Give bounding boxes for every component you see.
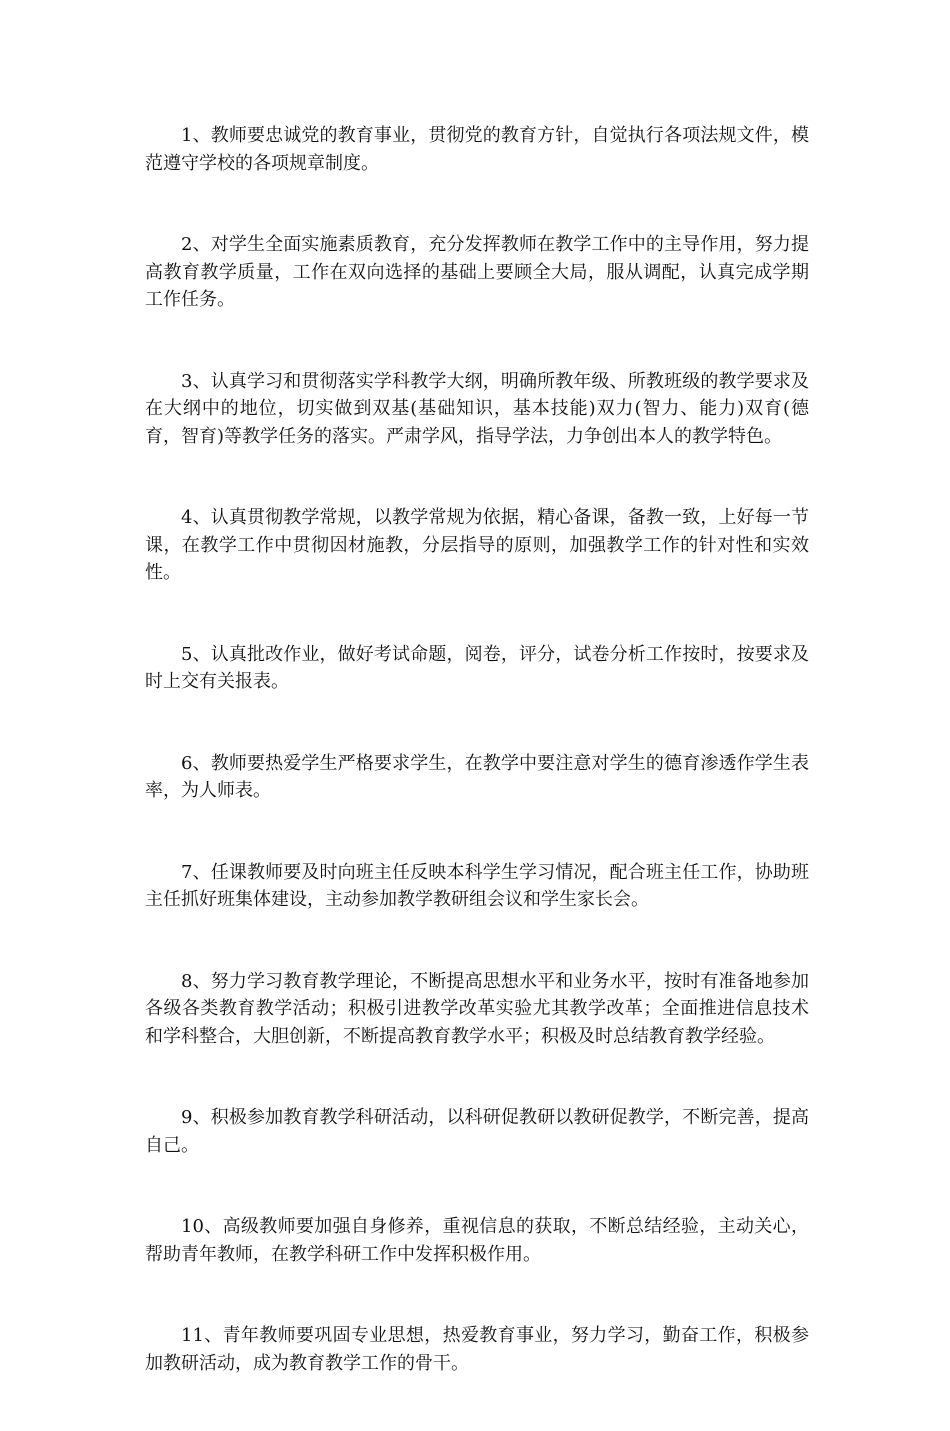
paragraph-9: 9、积极参加教育教学科研活动，以科研促教研以教研促教学，不断完善，提高自己。 bbox=[145, 1107, 809, 1156]
paragraph-4: 4、认真贯彻教学常规，以教学常规为依据，精心备课，备教一致，上好每一节课，在教学工作中贯彻因材施教，分层指导的原则，加强教学工作的针对性和实效性。 bbox=[145, 507, 809, 583]
paragraph-2: 2、对学生全面实施素质教育，充分发挥教师在教学工作中的主导作用，努力提高教育教学质量，工作在双向选择的基础上要顾全大局，服从调配，认真完成学期工作任务。 bbox=[145, 234, 809, 310]
paragraph-6: 6、教师要热爱学生严格要求学生，在教学中要注意对学生的德育渗透作学生表率，为人师表。 bbox=[145, 752, 809, 801]
paragraph-11: 11、青年教师要巩固专业思想，热爱教育事业，努力学习，勤奋工作，积极参加教研活动，成为教育教学工作的骨干。 bbox=[145, 1325, 809, 1374]
paragraph-1: 1、教师要忠诚党的教育事业，贯彻党的教育方针，自觉执行各项法规文件，模范遵守学校的各项规章制度。 bbox=[145, 125, 809, 174]
paragraph-5: 5、认真批改作业，做好考试命题，阅卷，评分，试卷分析工作按时，按要求及时上交有关报表。 bbox=[145, 643, 809, 692]
document-body bbox=[145, 122, 809, 1431]
paragraph-8: 8、努力学习教育教学理论，不断提高思想水平和业务水平，按时有准备地参加各级各类教育教学活动；积极引进教学改革实验尤其教学改革；全面推进信息技术和学科整合，大胆创新，不断提高教育教学水平；积极及时总结教育教学经验。 bbox=[145, 970, 809, 1047]
paragraph-3: 3、认真学习和贯彻落实学科教学大纲，明确所教年级、所教班级的教学要求及在大纲中的地位，切实做到双基(基础知识，基本技能)双力(智力、能力)双育(德育，智育)等教学任务的落实。严肃学风，指导学法，力争创出本人的教学特色。 bbox=[145, 370, 809, 447]
paragraph-7: 7、任课教师要及时向班主任反映本科学生学习情况，配合班主任工作，协助班主任抓好班集体建设，主动参加教学教研组会议和学生家长会。 bbox=[145, 861, 809, 910]
paragraph-10: 10、高级教师要加强自身修养，重视信息的获取，不断总结经验，主动关心，帮助青年教师，在教学科研工作中发挥积极作用。 bbox=[145, 1216, 809, 1265]
